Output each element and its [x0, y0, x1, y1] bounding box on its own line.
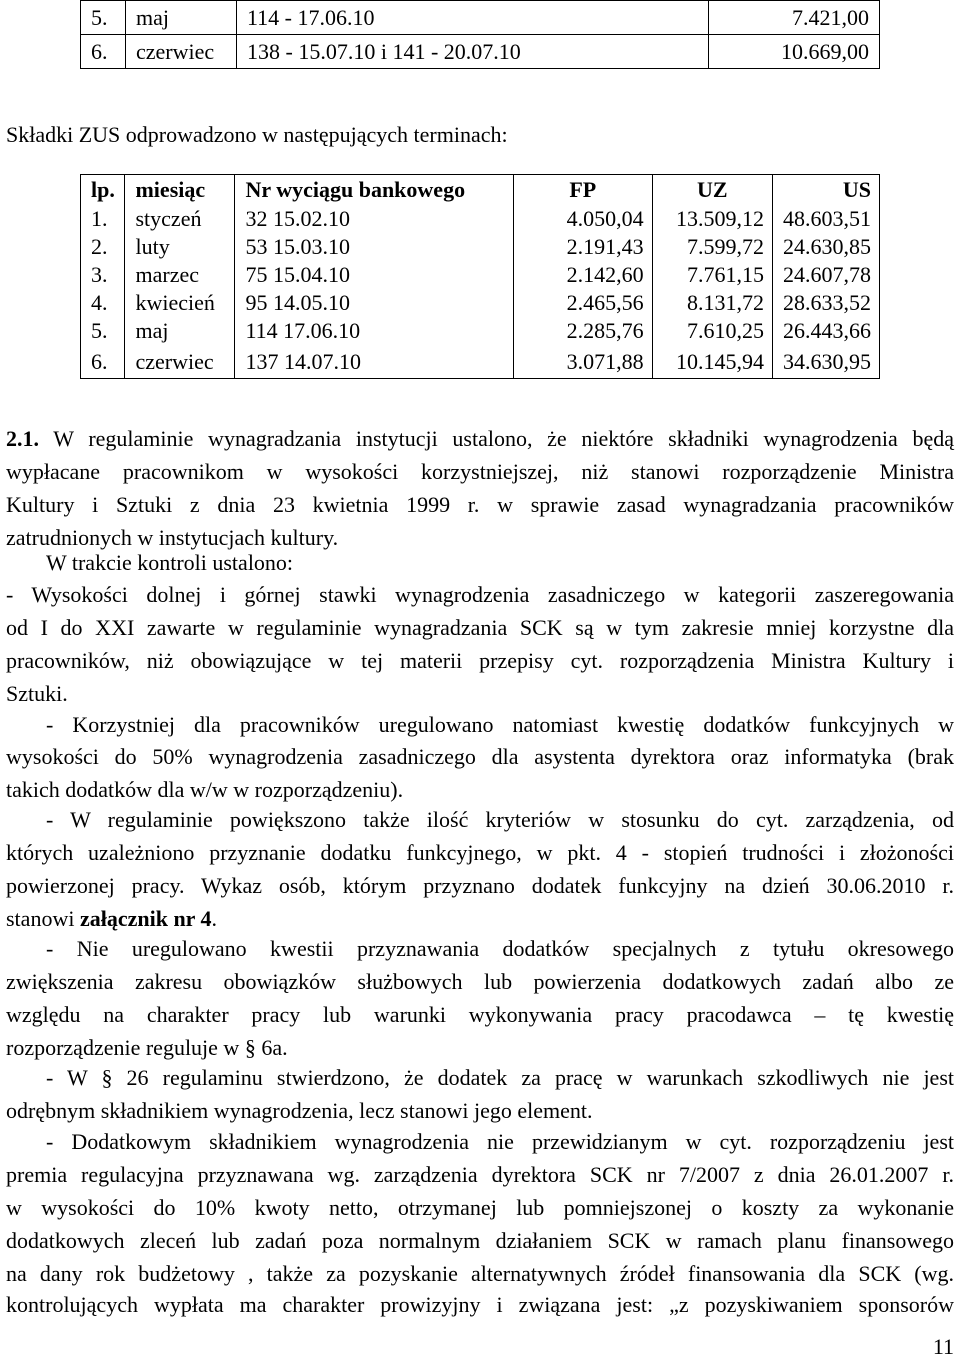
- attachment-reference: załącznik nr 4: [79, 906, 212, 931]
- section-number: 2.1.: [6, 426, 39, 451]
- paragraph-line: odrębnym składnikiem wynagrodzenia, lecz stanowi jego element.: [6, 1098, 593, 1123]
- table-row: [81, 289, 880, 317]
- fp-cell: 2.465,56: [513, 289, 652, 317]
- page-number: 11: [932, 1334, 954, 1359]
- paragraph-line: dodatkowych zleceń lub zadań poza normalnym działaniem SCK w ramach planu finansowego: [6, 1228, 954, 1253]
- zus-intro-text: Składki ZUS odprowadzono w następujących terminach:: [6, 122, 508, 147]
- fp-cell: 4.050,04: [513, 205, 652, 233]
- lp-cell: 4.: [81, 289, 125, 317]
- paragraph-line: wysokości do 50% wynagrodzenia zasadniczego dla asystenta dyrektora oraz informatyka (brak: [6, 744, 954, 769]
- uz-cell: 8.131,72: [652, 289, 772, 317]
- uz-cell: 7.761,15: [652, 261, 772, 289]
- month-cell: luty: [125, 233, 235, 261]
- paragraph-line: Sztuki.: [6, 681, 68, 706]
- fp-cell: 2.142,60: [513, 261, 652, 289]
- fp-cell: 3.071,88: [513, 345, 652, 379]
- paragraph-line: powierzonej pracy. Wykaz osób, którym przyznano dodatek funkcyjny na dzień 30.06.2010 r.: [6, 873, 954, 898]
- table-row: [81, 233, 880, 261]
- statement-cell: 137 14.07.10: [235, 345, 513, 379]
- paragraph-line: - W § 26 regulaminu stwierdzono, że dodatek za pracę w warunkach szkodliwych nie jest: [46, 1065, 954, 1090]
- section-line: Kultury i Sztuki z dnia 23 kwietnia 1999 r. w sprawie zasad wynagradzania pracowników: [6, 492, 954, 517]
- header-fp: FP: [513, 175, 652, 206]
- table-row: [81, 1, 880, 35]
- uz-cell: 7.599,72: [652, 233, 772, 261]
- lp-cell: 5.: [81, 317, 125, 345]
- attachment-prefix: stanowi: [6, 906, 80, 931]
- fp-cell: 2.191,43: [513, 233, 652, 261]
- us-cell: 24.607,78: [773, 261, 880, 289]
- us-cell: 34.630,95: [773, 345, 880, 379]
- header-uz: UZ: [652, 175, 772, 206]
- table-row: [81, 345, 880, 379]
- table-header-row: [81, 175, 880, 206]
- statement-cell: 138 - 15.07.10 i 141 - 20.07.10: [237, 35, 709, 69]
- header-statement: Nr wyciągu bankowego: [235, 175, 513, 206]
- paragraph-line: których uzależniono przyznanie dodatku funkcyjnego, w pkt. 4 - stopień trudności i złożoności: [6, 840, 954, 865]
- uz-cell: 13.509,12: [652, 205, 772, 233]
- paragraph-line: zwiększenia zakresu obowiązków służbowych lub powierzenia dodatkowych zadań albo ze: [6, 969, 954, 994]
- section-line: zatrudnionych w instytucjach kultury.: [6, 525, 339, 550]
- table-row: [81, 35, 880, 69]
- us-cell: 24.630,85: [773, 233, 880, 261]
- fp-cell: 2.285,76: [513, 317, 652, 345]
- us-cell: 28.633,52: [773, 289, 880, 317]
- value-cell: 10.669,00: [709, 35, 880, 69]
- header-month: miesiąc: [125, 175, 235, 206]
- salary-table-continuation: [80, 0, 880, 69]
- value-cell: 7.421,00: [709, 1, 880, 35]
- lp-cell: 6.: [81, 345, 125, 379]
- header-lp: lp.: [81, 175, 125, 206]
- month-cell: czerwiec: [125, 345, 235, 379]
- us-cell: 48.603,51: [773, 205, 880, 233]
- paragraph-line: w wysokości do 10% kwoty netto, otrzymanej lub pomniejszonej o koszty za wykonanie: [6, 1195, 954, 1220]
- findings-intro: W trakcie kontroli ustalono:: [46, 550, 294, 575]
- lp-cell: 6.: [81, 35, 126, 69]
- header-us: US: [773, 175, 880, 206]
- month-cell: maj: [125, 317, 235, 345]
- paragraph-line: takich dodatków dla w/w w rozporządzeniu).: [6, 777, 404, 802]
- month-cell: styczeń: [125, 205, 235, 233]
- lp-cell: 3.: [81, 261, 125, 289]
- lp-cell: 5.: [81, 1, 126, 35]
- statement-cell: 75 15.04.10: [235, 261, 513, 289]
- uz-cell: 7.610,25: [652, 317, 772, 345]
- month-cell: kwiecień: [125, 289, 235, 317]
- paragraph-line: pracowników, niż obowiązujące w tej materii przepisy cyt. rozporządzenia Ministra Kultury i: [6, 648, 954, 673]
- uz-cell: 10.145,94: [652, 345, 772, 379]
- section-line: [6, 422, 954, 455]
- section-text: W regulaminie wynagradzania instytucji ustalono, że niektóre składniki wynagrodzenia będą: [53, 426, 954, 451]
- table-row: [81, 317, 880, 345]
- paragraph-line: rozporządzenie reguluje w § 6a.: [6, 1035, 288, 1060]
- lp-cell: 2.: [81, 233, 125, 261]
- paragraph-line: kontrolujących wypłata ma charakter prowizyjny i związana jest: „z pozyskiwaniem sponsorów: [6, 1292, 954, 1317]
- statement-cell: 114 - 17.06.10: [237, 1, 709, 35]
- month-cell: maj: [126, 1, 237, 35]
- table-row: [81, 261, 880, 289]
- month-cell: czerwiec: [126, 35, 237, 69]
- paragraph-line: - Korzystniej dla pracowników uregulowano natomiast kwestię dodatków funkcyjnych w: [46, 712, 954, 737]
- lp-cell: 1.: [81, 205, 125, 233]
- statement-cell: 95 14.05.10: [235, 289, 513, 317]
- paragraph-line: na dany rok budżetowy , także za pozyskanie alternatywnych źródeł finansowania dla SCK (wg.: [6, 1261, 954, 1286]
- table-row: [81, 205, 880, 233]
- zus-contributions-table: [80, 174, 880, 379]
- statement-cell: 114 17.06.10: [235, 317, 513, 345]
- paragraph-line: od I do XXI zawarte w regulaminie wynagradzania SCK są w tym zakresie mniej korzystne dla: [6, 615, 954, 640]
- paragraph-line: - Dodatkowym składnikiem wynagrodzenia nie przewidzianym w cyt. rozporządzeniu jest: [46, 1129, 954, 1154]
- us-cell: 26.443,66: [773, 317, 880, 345]
- section-line: wypłacane pracownikom w wysokości korzystniejszej, niż stanowi rozporządzenie Ministra: [6, 459, 954, 484]
- month-cell: marzec: [125, 261, 235, 289]
- paragraph-line: premia regulacyjna przyznawana wg. zarządzenia dyrektora SCK nr 7/2007 z dnia 26.01.2007 r.: [6, 1162, 954, 1187]
- paragraph-line: - W regulaminie powiększono także ilość kryteriów w stosunku do cyt. zarządzenia, od: [46, 807, 954, 832]
- paragraph-line: - Nie uregulowano kwestii przyznawania dodatków specjalnych z tytułu okresowego: [46, 936, 954, 961]
- attachment-suffix: .: [211, 906, 218, 931]
- statement-cell: 32 15.02.10: [235, 205, 513, 233]
- statement-cell: 53 15.03.10: [235, 233, 513, 261]
- paragraph-line: - Wysokości dolnej i górnej stawki wynagrodzenia zasadniczego w kategorii zaszeregowania: [6, 582, 954, 607]
- paragraph-line: względu na charakter pracy lub warunki wykonywania pracy pracodawca – tę kwestię: [6, 1002, 954, 1027]
- paragraph-line: [6, 902, 954, 935]
